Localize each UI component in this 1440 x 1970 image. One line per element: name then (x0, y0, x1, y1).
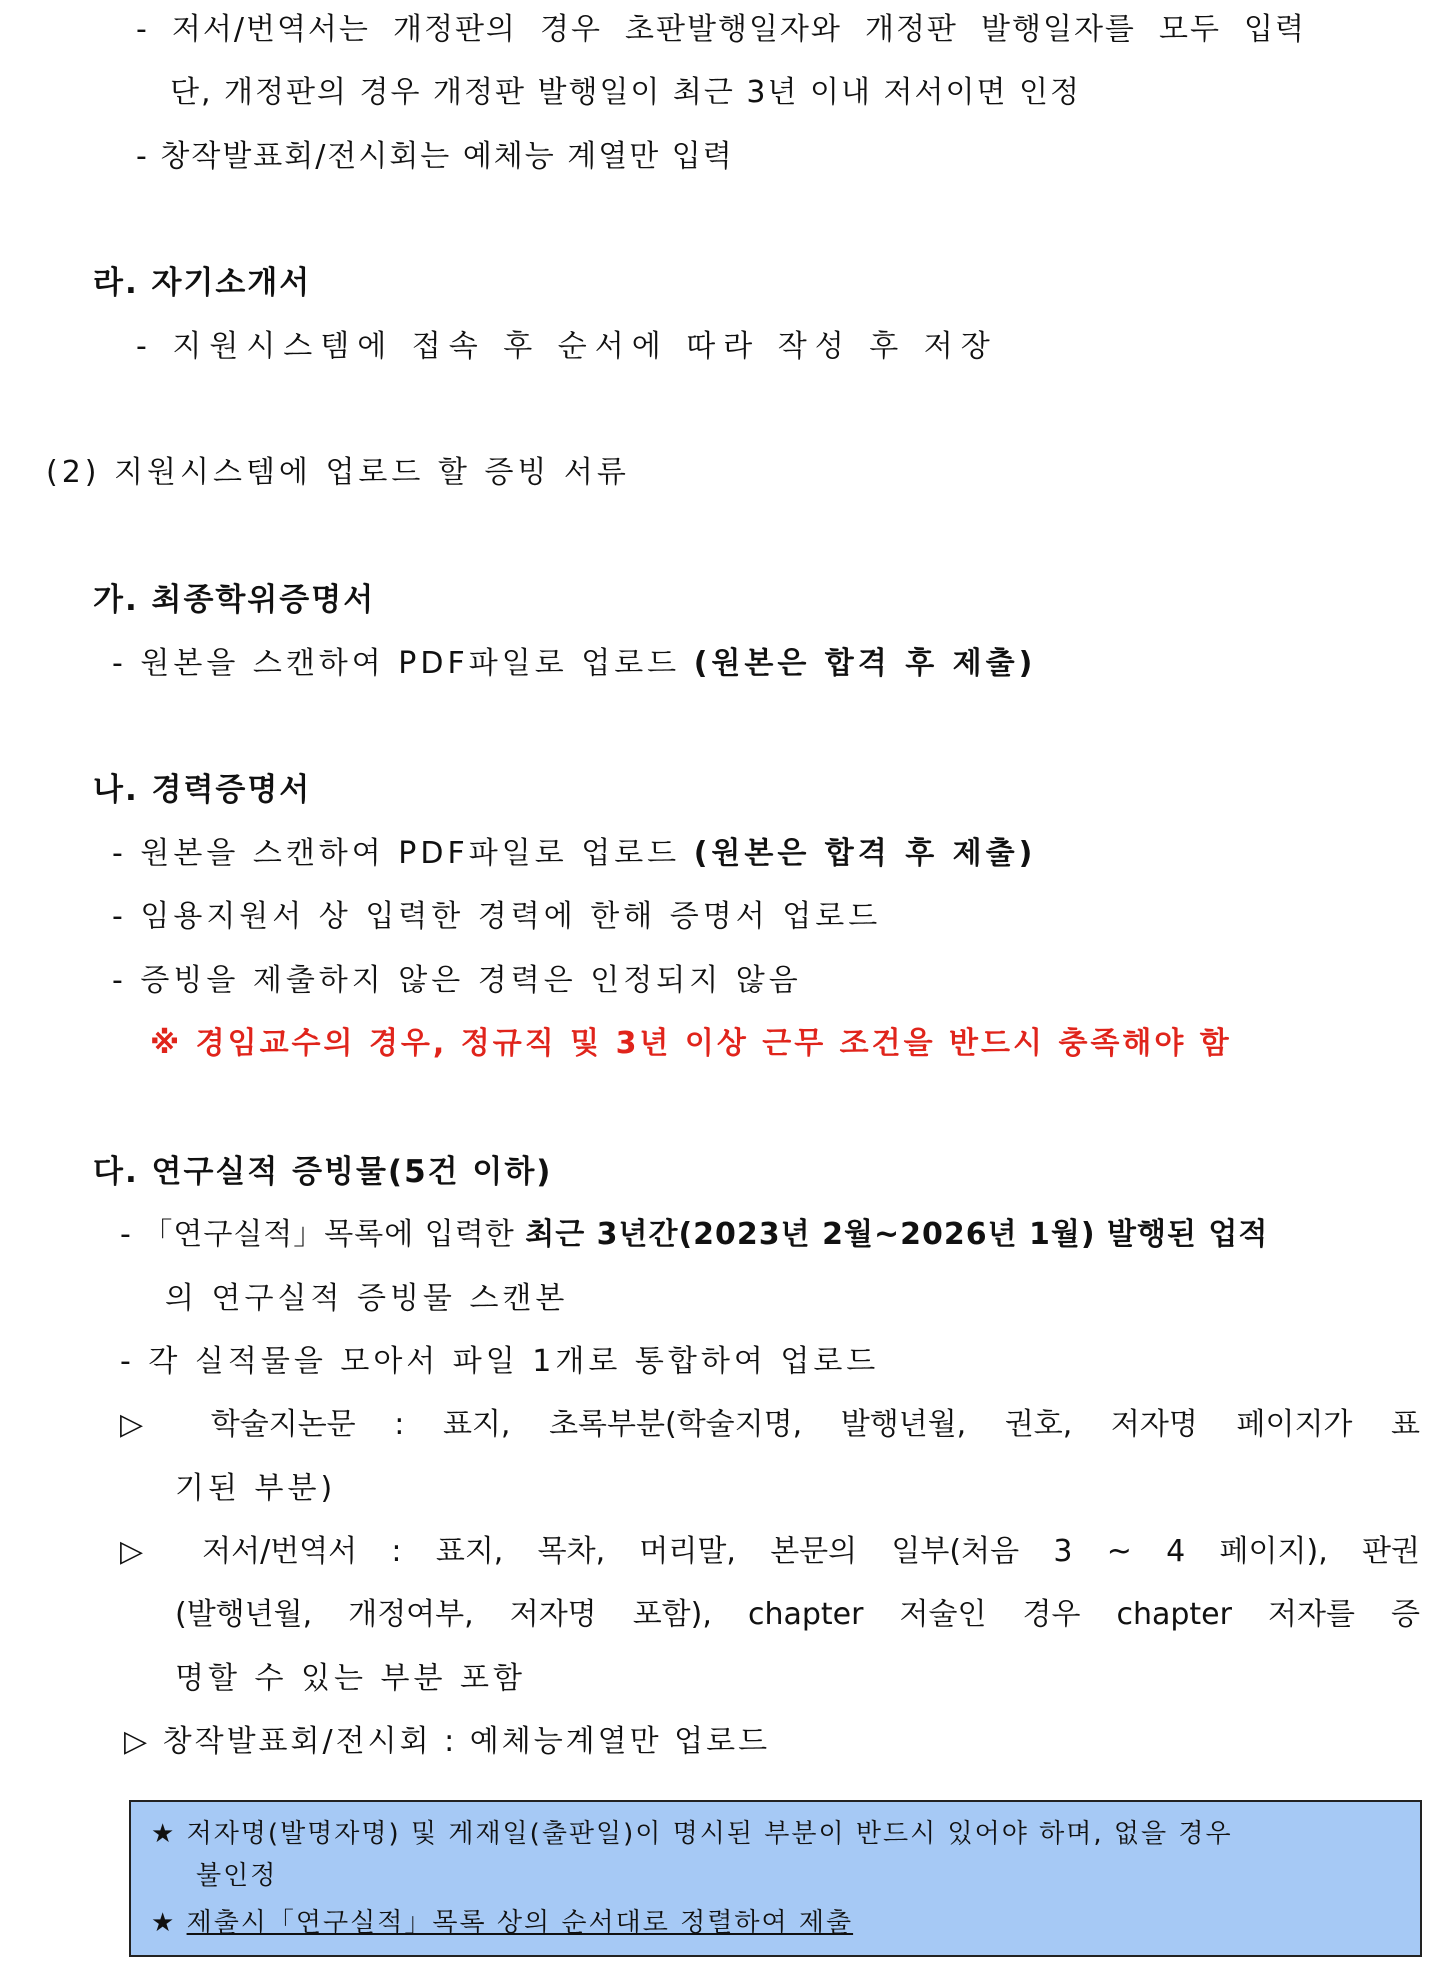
text-line: ▷ 창작발표회/전시회 : 예체능계열만 업로드 (124, 1724, 771, 1759)
text-line: - 증빙을 제출하지 않은 경력은 인정되지 않음 (112, 963, 802, 998)
section-heading: 다. 연구실적 증빙물(5건 이하) (93, 1154, 553, 1190)
text-line: - 「연구실적」목록에 입력한 최근 3년간(2023년 2월~2026년 1월) 발행된 업적 (120, 1217, 1269, 1252)
text-line: ▷ 학술지논문 : 표지, 초록부분(학술지명, 발행년월, 권호, 저자명 페이지가 표 (120, 1407, 1420, 1442)
text-line: - 저서/번역서는 개정판의 경우 초판발행일자와 개정판 발행일자를 모두 입력 (136, 12, 1306, 47)
text-line: ▷ 저서/번역서 : 표지, 목차, 머리말, 본문의 일부(처음 3 ~ 4 페이지), 판권 (120, 1534, 1420, 1569)
text-line: - 원본을 스캔하여 PDF파일로 업로드 (원본은 합격 후 제출) (112, 646, 1037, 681)
text-line: 의 연구실적 증빙물 스캔본 (165, 1281, 569, 1316)
text-line: (발행년월, 개정여부, 저자명 포함), chapter 저술인 경우 chapter 저자를 증 (175, 1597, 1420, 1632)
star-icon: ★ (151, 1819, 177, 1849)
subsection-heading: (2) 지원시스템에 업로드 할 증빙 서류 (46, 455, 630, 490)
notice-box (129, 1800, 1422, 1957)
text-line: - 창작발표회/전시회는 예체능 계열만 입력 (136, 139, 734, 174)
warning-line: ※ 경임교수의 경우, 정규직 및 3년 이상 근무 조건을 반드시 충족해야 함 (150, 1026, 1232, 1061)
text-line: - 원본을 스캔하여 PDF파일로 업로드 (원본은 합격 후 제출) (112, 836, 1037, 871)
notice-line: ★ 제출시「연구실적」목록 상의 순서대로 정렬하여 제출 (151, 1908, 854, 1938)
text-line: - 임용지원서 상 입력한 경력에 한해 증명서 업로드 (112, 899, 882, 934)
section-heading: 나. 경력증명서 (93, 772, 312, 808)
notice-line: ★ 저자명(발명자명) 및 게재일(출판일)이 명시된 부분이 반드시 있어야 하며, 없을 경우 (151, 1819, 1233, 1849)
notice-line: 불인정 (196, 1861, 278, 1891)
text-line: 단, 개정판의 경우 개정판 발행일이 최근 3년 이내 저서이면 인정 (170, 75, 1081, 110)
section-heading: 가. 최종학위증명서 (93, 582, 376, 618)
text-line: 기된 부분) (175, 1471, 337, 1506)
star-icon: ★ (151, 1908, 177, 1938)
text-line: - 각 실적물을 모아서 파일 1개로 통합하여 업로드 (120, 1344, 880, 1379)
text-line: - 지원시스템에 접속 후 순서에 따라 작성 후 저장 (136, 329, 998, 364)
text-line: 명할 수 있는 부분 포함 (175, 1661, 526, 1696)
section-heading: 라. 자기소개서 (93, 265, 312, 301)
